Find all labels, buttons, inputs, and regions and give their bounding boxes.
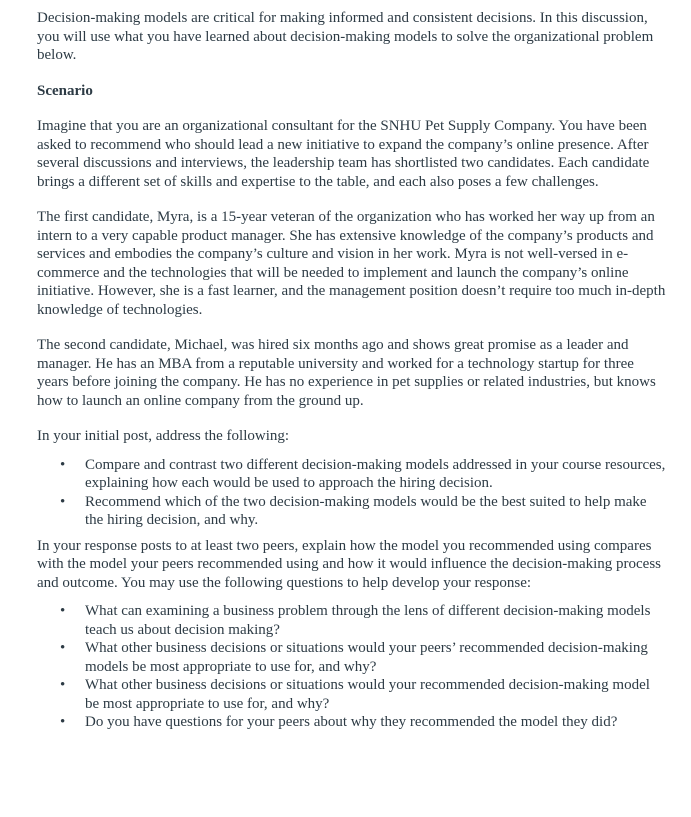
list-item: • Do you have questions for your peers about why they recommended the model they did? bbox=[85, 713, 667, 732]
response-intro: In your response posts to at least two peers, explain how the model you recommended using compares with the model your peers recommended using and how it would influence the decision-making process and outcome. You may use the following questions to help develop your response: bbox=[37, 537, 662, 591]
candidate-michael-paragraph: The second candidate, Michael, was hired six months ago and shows great promise as a leader and manager. He has an MBA from a reputable university and worked for a technology startup for three years before joining the company. He has no experience in pet supplies or related industries, but knows how to launch an online company from the ground up. bbox=[37, 337, 656, 409]
list-item: • What can examining a business problem through the lens of different decision-making models teach us about decision making? bbox=[85, 602, 667, 639]
initial-post-intro: In your initial post, address the following: bbox=[37, 428, 290, 444]
scenario-paragraph: Imagine that you are an organizational consultant for the SNHU Pet Supply Company. You have been asked to recommend who should lead a new initiative to expand the company’s online presence. After several discussions and interviews, the leadership team has shortlisted two candidates. Each candidate brings a different set of skills and expertise to the table, and each also poses a few challenges. bbox=[37, 118, 650, 190]
initial-post-list bbox=[37, 456, 667, 530]
list-item: • Recommend which of the two decision-making models would be the best suited to help make the hiring decision, and why. bbox=[85, 493, 667, 530]
list-item: • Compare and contrast two different decision-making models addressed in your course resources, explaining how each would be used to approach the hiring decision. bbox=[85, 456, 667, 493]
list-item: • What other business decisions or situations would your recommended decision-making model be most appropriate to use for, and why? bbox=[85, 676, 667, 713]
intro-paragraph: Decision-making models are critical for making informed and consistent decisions. In this discussion, you will use what you have learned about decision-making models to solve the organizational problem below. bbox=[37, 10, 654, 63]
response-question-list bbox=[37, 602, 667, 732]
candidate-myra-paragraph: The first candidate, Myra, is a 15-year veteran of the organization who has worked her way up from an intern to a very capable product manager. She has extensive knowledge of the company’s products and services and embodies the company’s culture and vision in her work. Myra is not well-versed in e-commerce and the technologies that will be needed to implement and launch the company’s online initiative. However, she is a fast learner, and the management position doesn’t require too much in-depth knowledge of technologies. bbox=[37, 209, 666, 318]
scenario-heading: Scenario bbox=[37, 82, 93, 99]
list-item: • What other business decisions or situations would your peers’ recommended decision-making models be most appropriate to use for, and why? bbox=[85, 639, 667, 676]
